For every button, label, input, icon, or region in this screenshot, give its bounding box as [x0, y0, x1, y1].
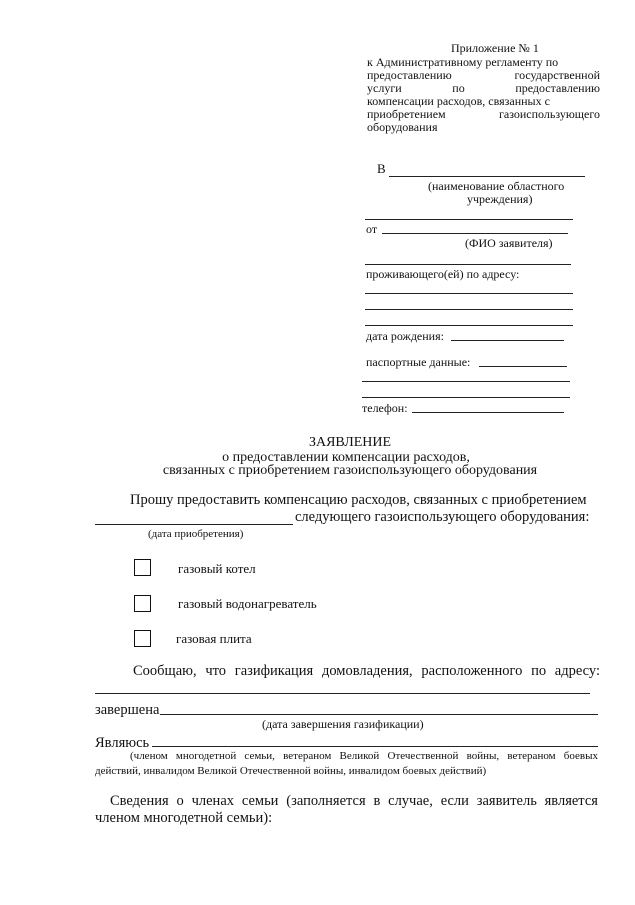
appendix-word: предоставлению: [515, 81, 600, 95]
option-boiler-label: газовый котел: [178, 561, 256, 576]
passport-line-2[interactable]: [362, 381, 570, 382]
appendix-word: по: [452, 81, 465, 95]
appendix-line-4: компенсации расходов, связанных с: [367, 94, 550, 108]
status-word: семьи,: [244, 750, 275, 762]
status-word: ветераном: [507, 750, 556, 762]
family-word: Сведения: [110, 793, 169, 809]
status-line[interactable]: [152, 746, 598, 747]
statement-subtitle-2: связанных с приобретением газоиспользующего оборудования: [162, 463, 538, 478]
fio-line-2[interactable]: [365, 264, 571, 265]
address-line-3[interactable]: [365, 325, 573, 326]
phone-line[interactable]: [412, 412, 564, 413]
gasification-word: адресу:: [554, 663, 600, 679]
purchase-date-line[interactable]: [95, 524, 293, 525]
family-word: если: [440, 793, 469, 809]
status-word: боевых: [563, 750, 598, 762]
family-word: в: [373, 793, 381, 809]
fio-line[interactable]: [382, 233, 568, 234]
status-word: ветераном: [283, 750, 332, 762]
status-caption-2: действий, инвалидом Великой Отечественной войны, инвалидом боевых действий): [95, 765, 487, 777]
request-line-1: Прошу предоставить компенсацию расходов, связанных с приобретением: [130, 492, 587, 508]
family-line-2: членом многодетной семьи):: [95, 810, 273, 826]
gasification-address-line[interactable]: [95, 693, 590, 694]
status-word: войны,: [466, 750, 500, 762]
gasification-word: Сообщаю,: [133, 663, 197, 679]
address-line-2[interactable]: [365, 309, 573, 310]
family-word: членах: [191, 793, 235, 809]
fio-caption: (ФИО заявителя): [465, 236, 553, 250]
request-line-2: следующего газоиспользующего оборудования:: [295, 509, 590, 525]
appendix-line-1: к Административному регламенту по: [367, 55, 559, 69]
status-word: Отечественной: [387, 750, 459, 762]
status-word: многодетной: [175, 750, 237, 762]
address-line-1[interactable]: [365, 293, 573, 294]
birth-label: дата рождения:: [366, 329, 444, 343]
family-word: случае,: [388, 793, 433, 809]
option-stove-label: газовая плита: [176, 631, 252, 646]
phone-label: телефон:: [362, 401, 408, 415]
status-caption-1: [130, 750, 598, 763]
iam-label: Являюсь: [95, 735, 150, 751]
gasification-word: по: [531, 663, 547, 679]
option-boiler-checkbox[interactable]: [134, 559, 151, 576]
institution-caption-2: учреждения): [467, 192, 533, 206]
appendix-title: Приложение № 1: [451, 41, 539, 55]
family-word: заявитель: [476, 793, 537, 809]
gasification-line: [133, 663, 600, 680]
completion-date-line[interactable]: [160, 714, 598, 715]
family-word: является: [544, 793, 598, 809]
appendix-word: приобретением: [367, 107, 446, 121]
completion-caption: (дата завершения газификации): [262, 717, 424, 731]
completed-label: завершена: [95, 702, 160, 718]
gasification-word: домовладения,: [321, 663, 413, 679]
gasification-word: газификация: [234, 663, 314, 679]
option-water-heater-label: газовый водонагреватель: [178, 596, 317, 611]
status-word: Великой: [339, 750, 380, 762]
gasification-word: что: [205, 663, 227, 679]
birth-date-line[interactable]: [451, 340, 564, 341]
to-prefix: В: [377, 161, 386, 176]
gasification-word: расположенного: [421, 663, 523, 679]
appendix-word: государственной: [514, 68, 600, 82]
institution-caption-1: (наименование областного: [428, 179, 565, 193]
appendix-word: услуги: [367, 81, 402, 95]
appendix-line-6: оборудования: [367, 120, 438, 134]
passport-line-1[interactable]: [479, 366, 567, 367]
institution-line-2[interactable]: [365, 219, 573, 220]
passport-line-3[interactable]: [362, 397, 570, 398]
appendix-word: предоставлению: [367, 68, 452, 82]
family-line-1: [110, 793, 598, 810]
passport-label: паспортные данные:: [366, 355, 471, 369]
statement-subtitle-1: о предоставлении компенсации расходов,: [222, 450, 470, 465]
from-prefix: от: [366, 222, 378, 236]
institution-line[interactable]: [389, 176, 585, 177]
appendix-word: газоиспользующего: [498, 107, 600, 121]
purchase-date-caption: (дата приобретения): [148, 528, 244, 540]
option-stove-checkbox[interactable]: [134, 630, 151, 647]
statement-title: ЗАЯВЛЕНИЕ: [308, 435, 392, 450]
option-water-heater-checkbox[interactable]: [134, 595, 151, 612]
family-word: семьи: [241, 793, 279, 809]
status-word: (членом: [130, 750, 168, 762]
family-word: (заполняется: [286, 793, 366, 809]
address-label: проживающего(ей) по адресу:: [366, 267, 520, 281]
family-word: о: [176, 793, 184, 809]
